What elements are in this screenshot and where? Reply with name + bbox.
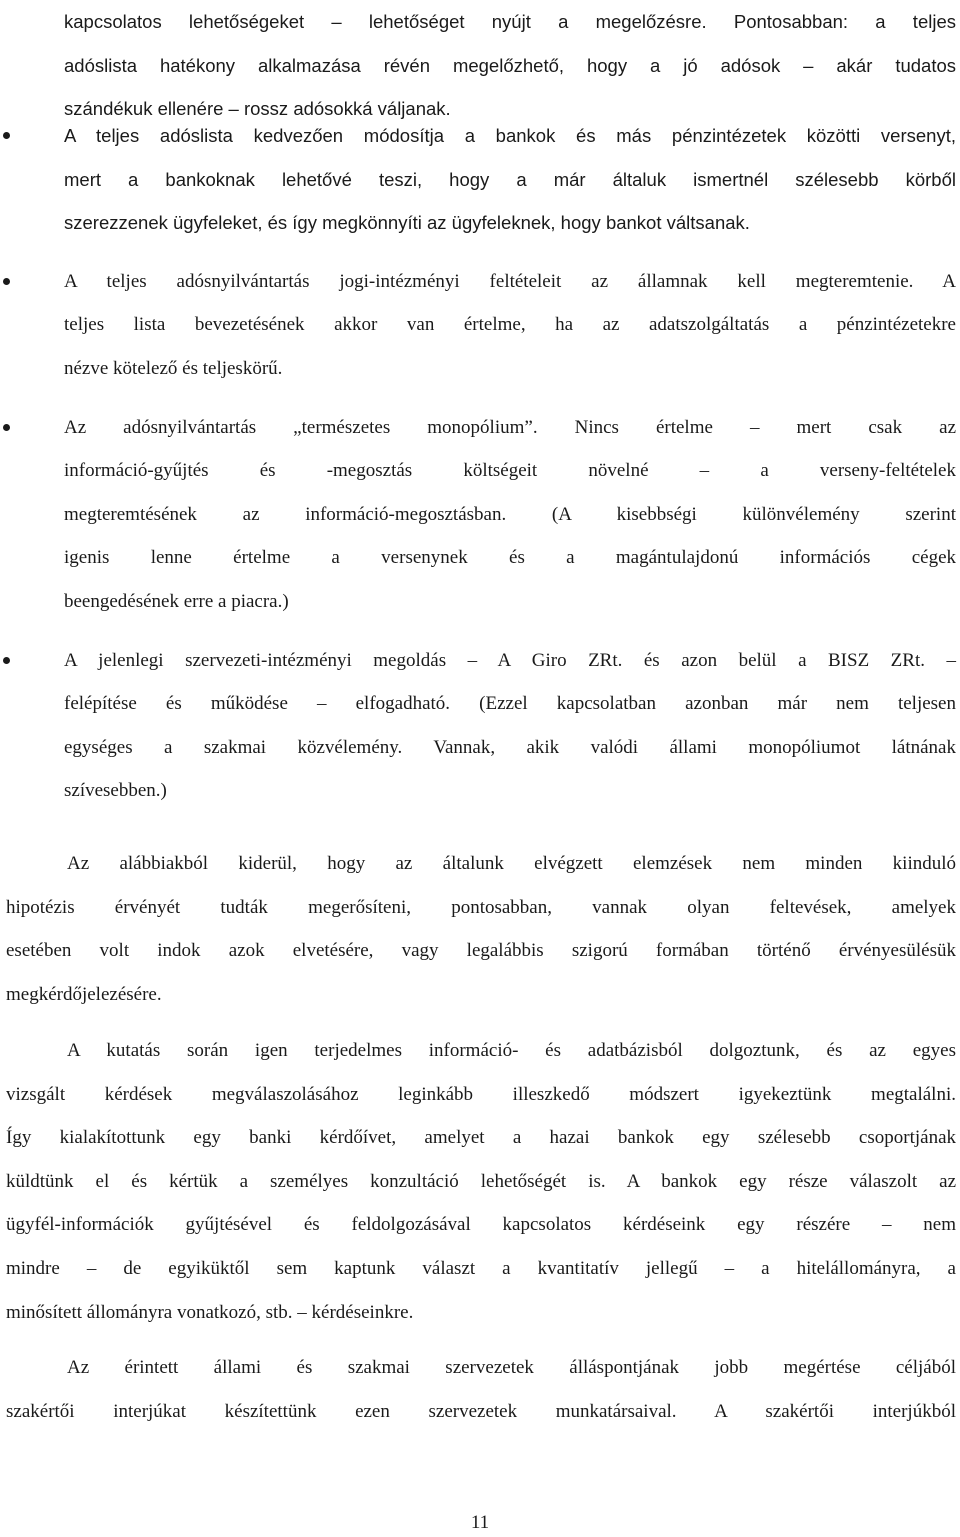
text-line: igenis lenne értelme a versenynek és a magántulajdonú információs cégek <box>64 547 956 569</box>
text-line: megteremtésének az információ-megosztásban. (A kisebbségi különvélemény szerint <box>64 503 956 525</box>
bullet-item <box>0 406 956 624</box>
text-line: információ-gyűjtés és -megosztás költségeit növelné – a verseny-feltételek <box>64 460 956 482</box>
text-line: A teljes adóslista kedvezően módosítja a bankok és más pénzintézetek közötti versenyt, <box>64 125 956 146</box>
body-paragraph <box>6 1029 956 1334</box>
bullet-icon <box>3 132 10 139</box>
text-line: szívesebben.) <box>64 780 167 802</box>
text-line: egységes a szakmai közvélemény. Vannak, akik valódi állami monopóliumot látnának <box>64 736 956 758</box>
bullet-icon <box>3 424 10 431</box>
text-line: Az alábbiakból kiderül, hogy az általunk elvégzett elemzések nem minden kiinduló <box>67 853 956 874</box>
text-line: megkérdőjelezésére. <box>6 983 162 1005</box>
text-line: küldtünk el és kértük a személyes konzultáció lehetőségét is. A bankok egy része válaszolt az <box>6 1170 956 1192</box>
text-line: adóslista hatékony alkalmazása révén megelőzhető, hogy a jó adósok – akár tudatos <box>64 54 956 76</box>
text-line: nézve kötelező és teljeskörű. <box>64 357 283 379</box>
bullet-item <box>0 260 956 391</box>
text-line: kapcsolatos lehetőségeket – lehetőséget nyújt a megelőzésre. Pontosabban: a teljes <box>64 11 956 32</box>
text-line: A teljes adósnyilvántartás jogi-intézményi feltételeit az államnak kell megteremtenie. A <box>64 270 956 292</box>
text-line: szándékuk ellenére – rossz adósokká váljanak. <box>64 98 451 120</box>
body-paragraph <box>6 1346 956 1433</box>
text-line: szakértői interjúkat készítettünk ezen szervezetek munkatársaival. A szakértői interjúkból <box>6 1400 956 1422</box>
text-line: hipotézis érvényét tudták megerősíteni, pontosabban, vannak olyan feltevések, amelyek <box>6 896 956 918</box>
bullet-item <box>0 114 956 245</box>
bullet-icon <box>3 278 10 285</box>
text-line: Az adósnyilvántartás „természetes monopólium”. Nincs értelme – mert csak az <box>64 416 956 438</box>
bullet-list <box>0 114 960 813</box>
text-line: szerezzenek ügyfeleket, és így megkönnyíti az ügyfeleknek, hogy bankot váltsanak. <box>64 212 750 234</box>
bullet-icon <box>3 657 10 664</box>
text-line: esetében volt indok azok elvetésére, vagy legalábbis szigorú formában történő érvényesülésük <box>6 940 956 962</box>
text-line: mindre – de egyiküktől sem kaptunk választ a kvantitatív jellegű – a hitelállományra, a <box>6 1257 956 1279</box>
bullet-item <box>0 639 956 813</box>
text-line: ügyfél-információk gyűjtésével és feldolgozásával kapcsolatos kérdéseink egy részére – nem <box>6 1214 956 1236</box>
continued-paragraph <box>64 0 956 131</box>
body-paragraph <box>6 842 956 1016</box>
page-number: 11 <box>470 1512 490 1533</box>
text-line: A jelenlegi szervezeti-intézményi megoldás – A Giro ZRt. és azon belül a BISZ ZRt. – <box>64 649 956 671</box>
text-line: minősített állományra vonatkozó, stb. – kérdéseinkre. <box>6 1301 414 1323</box>
text-line: mert a bankoknak lehetővé teszi, hogy a már általuk ismertnél szélesebb körből <box>64 168 956 190</box>
text-line: vizsgált kérdések megválaszolásához leginkább illeszkedő módszert igyekeztünk megtalálni. <box>6 1083 956 1105</box>
text-line: Így kialakítottunk egy banki kérdőívet, amelyet a hazai bankok egy szélesebb csoportjának <box>6 1127 956 1149</box>
text-line: Az érintett állami és szakmai szervezetek álláspontjának jobb megértése céljából <box>67 1357 956 1378</box>
text-line: A kutatás során igen terjedelmes információ- és adatbázisból dolgoztunk, és az egyes <box>67 1040 956 1061</box>
text-line: teljes lista bevezetésének akkor van értelme, ha az adatszolgáltatás a pénzintézetekre <box>64 314 956 336</box>
text-line: felépítése és működése – elfogadható. (Ezzel kapcsolatban azonban már nem teljesen <box>64 693 956 715</box>
text-line: beengedésének erre a piacra.) <box>64 590 289 612</box>
